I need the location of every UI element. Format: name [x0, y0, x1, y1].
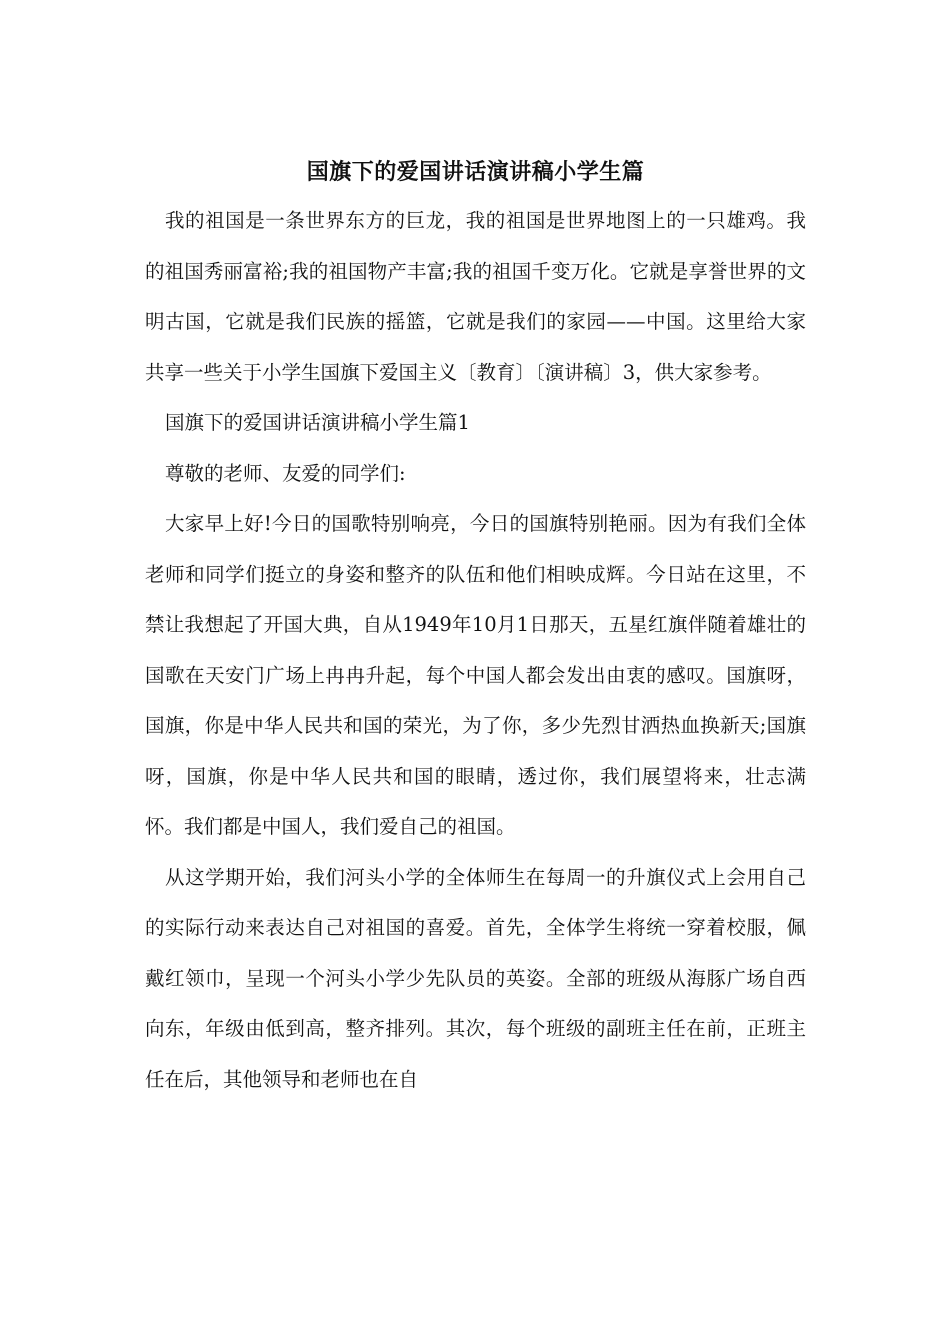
- body-paragraph: 大家早上好!今日的国歌特别响亮，今日的国旗特别艳丽。因为有我们全体老师和同学们挺立的身姿和整齐的队伍和他们相映成辉。今日站在这里，不禁让我想起了开国大典，自从1949年10月1日那天，五星红旗伴随着雄壮的国歌在天安门广场上冉冉升起，每个中国人都会发出由衷的感叹。国旗呀，国旗，你是中华人民共和国的荣光，为了你，多少先烈甘洒热血换新天;国旗呀，国旗，你是中华人民共和国的眼睛，透过你，我们展望将来，壮志满怀。我们都是中国人，我们爱自己的祖国。: [145, 512, 806, 838]
- document-title: 国旗下的爱国讲话演讲稿小学生篇: [306, 159, 645, 185]
- section-heading: 国旗下的爱国讲话演讲稿小学生篇1: [165, 411, 470, 434]
- intro-paragraph: 我的祖国是一条世界东方的巨龙，我的祖国是世界地图上的一只雄鸡。我的祖国秀丽富裕;我的祖国物产丰富;我的祖国千变万化。它就是享誉世界的文明古国，它就是我们民族的摇篮，它就是我们的家园——中国。这里给大家共享一些关于小学生国旗下爱国主义〔教育〕〔演讲稿〕3，供大家参考。: [145, 209, 806, 384]
- body-paragraph: 从这学期开始，我们河头小学的全体师生在每周一的升旗仪式上会用自己的实际行动来表达自己对祖国的喜爱。首先，全体学生将统一穿着校服，佩戴红领巾，呈现一个河头小学少先队员的英姿。全部的班级从海豚广场自西向东，年级由低到高，整齐排列。其次，每个班级的副班主任在前，正班主任在后，其他领导和老师也在自: [145, 865, 806, 1091]
- salutation-paragraph: 尊敬的老师、友爱的同学们:: [165, 461, 406, 485]
- document-body: [145, 148, 806, 1105]
